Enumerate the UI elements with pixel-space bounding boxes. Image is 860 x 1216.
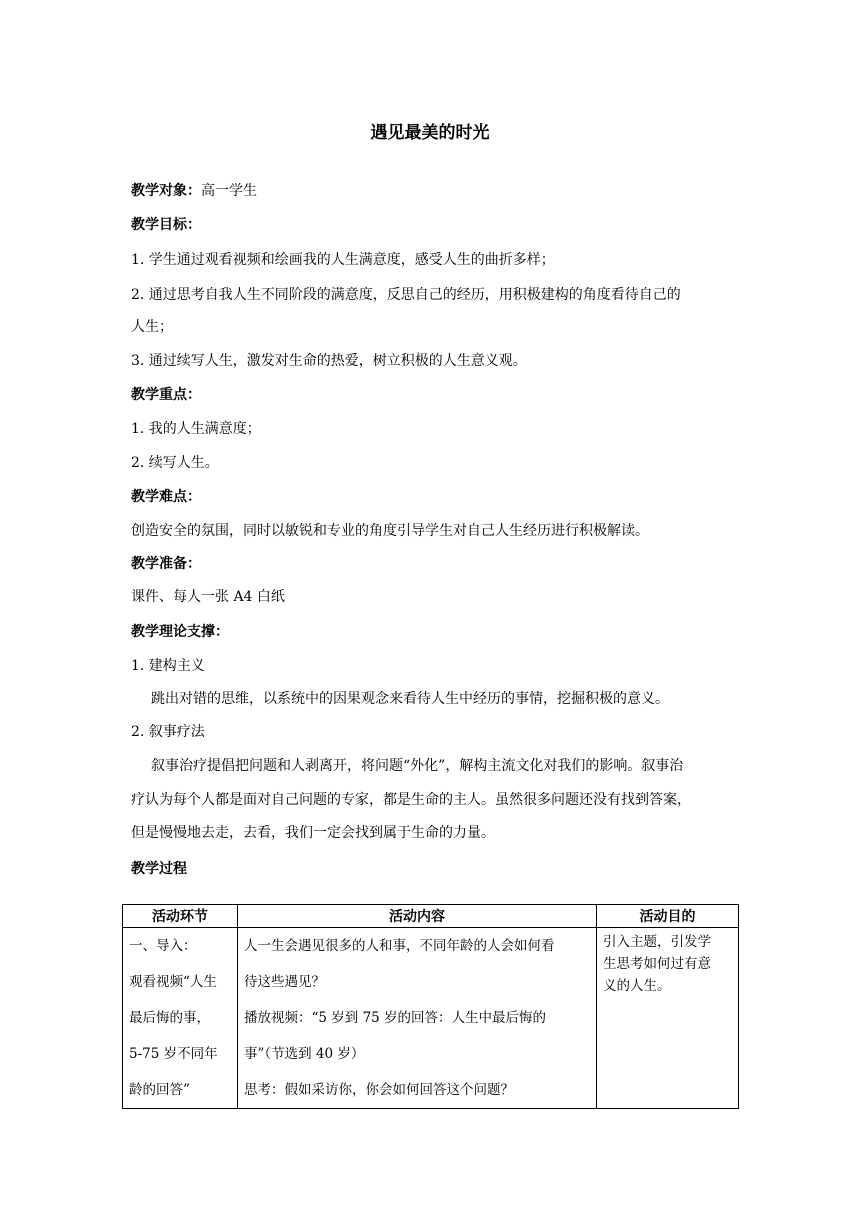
process-table — [122, 904, 739, 1109]
theory-item-text: 但是慢慢地去走，去看，我们一定会找到属于生命的力量。 — [131, 825, 495, 841]
keypoints-heading: 教学重点： — [131, 387, 201, 403]
theory-item-text: 疗认为每个人都是面对自己问题的专家，都是生命的主人。虽然很多问题还没有找到答案， — [131, 792, 691, 808]
purpose-line: 生思考如何过有意 — [603, 956, 711, 972]
prep-text: 课件、每人一张 A4 白纸 — [131, 589, 285, 605]
stage-line: 5-75 岁不同年 — [129, 1046, 218, 1062]
document-title: 遇见最美的时光 — [370, 123, 490, 143]
goal-item: 1. 学生通过观看视频和绘画我的人生满意度，感受人生的曲折多样； — [131, 252, 555, 268]
purpose-line: 引入主题，引发学 — [603, 934, 711, 950]
theory-heading: 教学理论支撑： — [131, 624, 229, 640]
theory-item-title: 2. 叙事疗法 — [131, 724, 205, 740]
goal-item: 人生； — [131, 319, 173, 335]
goal-item: 3. 通过续写人生，激发对生命的热爱，树立积极的人生意义观。 — [131, 353, 527, 369]
keypoint-item: 1. 我的人生满意度； — [131, 421, 261, 437]
table-header: 活动环节 — [123, 905, 238, 928]
theory-item-text: 叙事治疗提倡把问题和人剥离开，将问题“外化”，解构主流文化对我们的影响。叙事治 — [151, 758, 684, 774]
stage-line: 一、导入： — [129, 938, 197, 954]
keypoint-item: 2. 续写人生。 — [131, 455, 219, 471]
goals-heading: 教学目标： — [131, 217, 201, 233]
purpose-cell — [597, 928, 739, 1109]
stage-line: 龄的回答” — [129, 1082, 190, 1098]
content-line: 思考：假如采访你，你会如何回答这个问题？ — [244, 1082, 514, 1098]
theory-item-title: 1. 建构主义 — [131, 658, 205, 674]
content-line: 播放视频：“5 岁到 75 岁的回答：人生中最后悔的 — [244, 1010, 547, 1026]
process-heading: 教学过程 — [131, 861, 187, 877]
prep-heading: 教学准备： — [131, 556, 201, 572]
purpose-line: 义的人生。 — [603, 978, 671, 994]
teaching-object-label: 教学对象： — [131, 183, 201, 199]
table-header: 活动目的 — [597, 905, 739, 928]
goal-item: 2. 通过思考自我人生不同阶段的满意度，反思自己的经历，用积极建构的角度看待自己的 — [131, 287, 681, 303]
table-row — [123, 928, 739, 1109]
content-line: 事”（节选到 40 岁） — [244, 1046, 365, 1062]
teaching-object-value: 高一学生 — [201, 183, 257, 199]
table-header-row — [123, 905, 739, 928]
teaching-object — [131, 180, 257, 200]
stage-line: 最后悔的事， — [129, 1010, 210, 1026]
difficulty-heading: 教学难点： — [131, 489, 201, 505]
content-cell — [238, 928, 597, 1109]
difficulty-text: 创造安全的氛围，同时以敏锐和专业的角度引导学生对自己人生经历进行积极解读。 — [131, 523, 649, 539]
table-header: 活动内容 — [238, 905, 597, 928]
content-line: 待这些遇见？ — [244, 974, 325, 990]
content-line: 人一生会遇见很多的人和事，不同年龄的人会如何看 — [244, 938, 555, 954]
stage-line: 观看视频“人生 — [129, 974, 217, 990]
stage-cell — [123, 928, 238, 1109]
theory-item-text: 跳出对错的思维，以系统中的因果观念来看待人生中经历的事情，挖掘积极的意义。 — [151, 691, 669, 707]
